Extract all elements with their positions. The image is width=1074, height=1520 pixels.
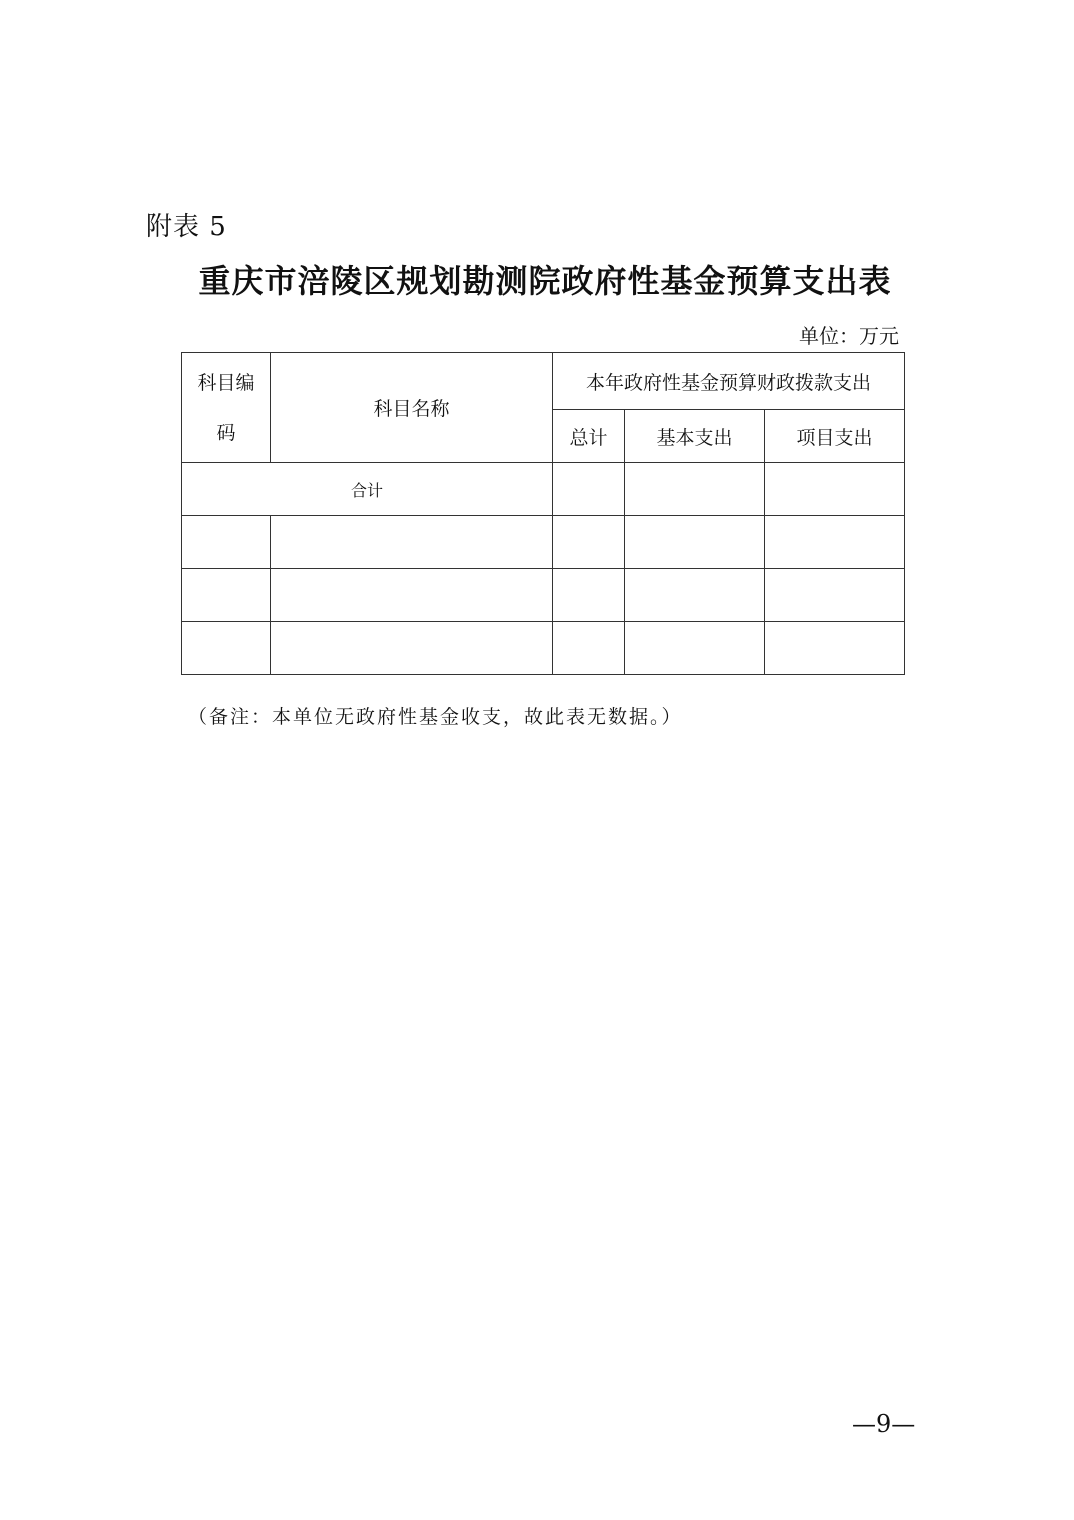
row-total	[553, 569, 625, 622]
page-title: 重庆市涪陵区规划勘测院政府性基金预算支出表	[198, 262, 892, 300]
row-name	[271, 622, 553, 675]
row-basic	[625, 569, 765, 622]
row-project	[765, 569, 905, 622]
header-basic-expenditure: 基本支出	[625, 410, 765, 463]
total-row-basic	[625, 463, 765, 516]
row-code	[182, 569, 271, 622]
row-basic	[625, 516, 765, 569]
row-code	[182, 516, 271, 569]
page-number: —9—	[852, 1410, 916, 1438]
attachment-label: 附表 5	[146, 212, 227, 242]
row-total	[553, 622, 625, 675]
row-total	[553, 516, 625, 569]
header-subject-code-line1: 科目编	[197, 371, 255, 394]
table-header-row	[182, 353, 905, 410]
table-row	[182, 622, 905, 675]
row-name	[271, 516, 553, 569]
note-text: （备注：本单位无政府性基金收支，故此表无数据。）	[188, 706, 683, 728]
row-project	[765, 516, 905, 569]
header-subject-code-line2: 码	[216, 421, 236, 444]
total-row	[182, 463, 905, 516]
unit-label: 单位：万元	[799, 324, 899, 348]
header-total: 总计	[553, 410, 625, 463]
table-row	[182, 516, 905, 569]
row-name	[271, 569, 553, 622]
budget-table	[181, 352, 905, 675]
total-row-total	[553, 463, 625, 516]
row-code	[182, 622, 271, 675]
total-row-label: 合计	[182, 463, 553, 516]
header-project-expenditure: 项目支出	[765, 410, 905, 463]
header-subject-code	[182, 353, 271, 463]
row-project	[765, 622, 905, 675]
header-fund-expenditure-group: 本年政府性基金预算财政拨款支出	[553, 353, 905, 410]
total-row-project	[765, 463, 905, 516]
table-row	[182, 569, 905, 622]
header-subject-name: 科目名称	[271, 353, 553, 463]
row-basic	[625, 622, 765, 675]
